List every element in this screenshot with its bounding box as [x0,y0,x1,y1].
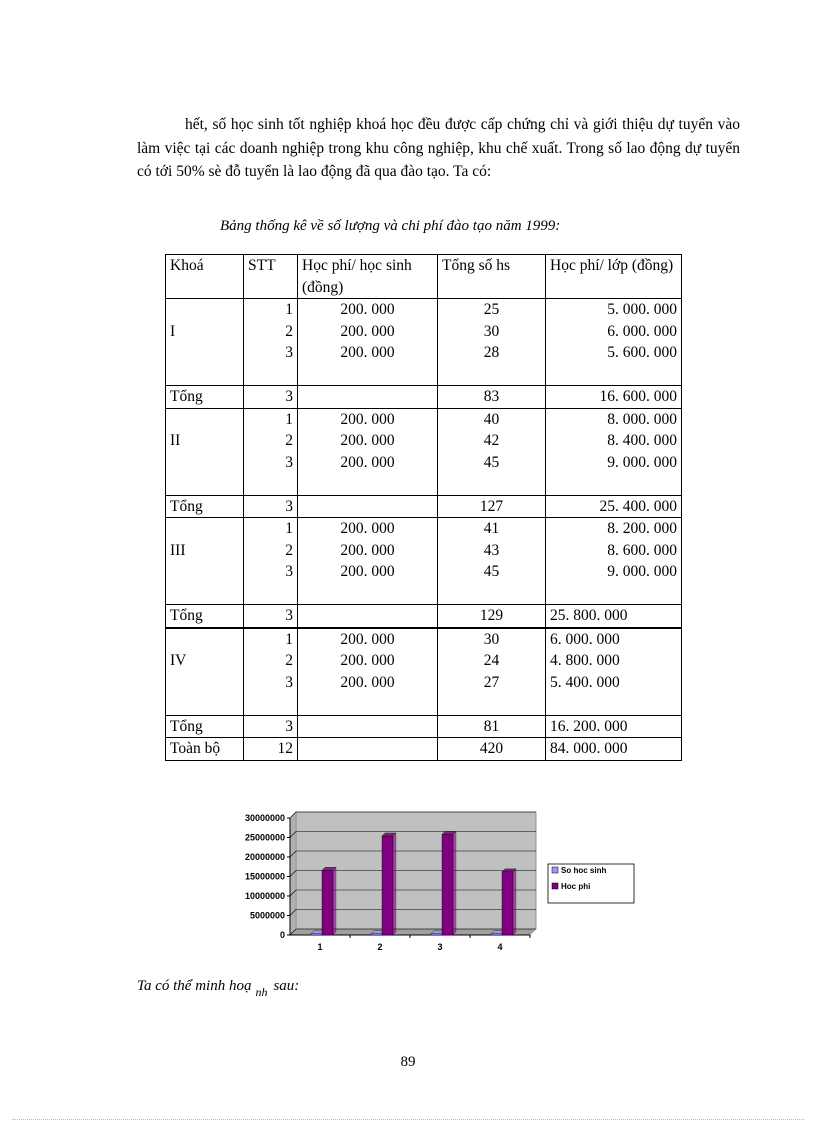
khoa-name: I [170,322,176,340]
note-before: Ta có thể minh hoạ [137,978,252,994]
chart-svg [228,808,636,958]
students-cell [438,518,546,605]
total-stt: 3 [244,386,298,409]
total-fee-empty [298,605,438,628]
fee-cell-line: 200. 000 [340,322,395,340]
class-fee-cell [546,518,682,605]
class-fee-cell-line: 8. 000. 000 [607,410,677,428]
stt-cell-line: 3 [285,453,293,471]
table-caption: Bảng thống kê về số lượng và chi phí đào tạo năm 1999: [220,218,561,234]
bar-side [333,867,336,935]
stt-cell-line: 2 [285,432,293,449]
x-tick-label: 4 [497,942,503,952]
table-group-row [166,408,682,495]
header-stt: STT [244,255,298,299]
stt-cell-line: 2 [285,652,293,669]
note-sub: nh [255,985,268,999]
bar-hoc-phi [442,834,453,935]
total-students: 81 [438,715,546,738]
table-group-row [166,518,682,605]
total-stt: 3 [244,605,298,628]
stt-cell-line: 3 [285,344,293,361]
bar-side [393,833,396,935]
students-cell [438,299,546,386]
bar-side [453,831,456,935]
fee-cell-line: 200. 000 [340,453,395,471]
class-fee-cell-line: 9. 000. 000 [607,563,677,580]
table-total-row [166,605,682,628]
fee-cell-line: 200. 000 [340,673,395,691]
header-total-students: Tổng số hs [438,255,546,299]
stt-cell-line: 2 [285,322,293,340]
students-cell [438,628,546,716]
total-stt: 3 [244,715,298,738]
stt-cell [244,299,298,386]
fee-cell-line: 200. 000 [340,301,395,318]
students-cell-line: 41 [483,520,500,537]
class-fee-cell-line: 5. 400. 000 [550,673,620,691]
class-fee-cell-line: 9. 000. 000 [607,453,677,471]
khoa-name: IV [170,652,187,669]
table-total-row [166,495,682,518]
students-cell [438,408,546,495]
fee-cell-line: 200. 000 [340,630,395,648]
y-tick-label: 0 [279,930,285,940]
fee-cell-line: 200. 000 [340,410,395,428]
class-fee-cell [546,408,682,495]
fee-chart [228,808,636,963]
note-after: sau: [273,978,300,994]
fee-cell [298,518,438,605]
class-fee-cell [546,299,682,386]
khoa-cell [166,518,244,605]
grand-total-class-fee: 84. 000. 000 [546,738,682,761]
class-fee-cell-line: 4. 800. 000 [550,652,620,669]
total-class-fee: 25. 400. 000 [546,495,682,518]
khoa-name: III [170,541,186,559]
x-tick-label: 2 [377,942,383,952]
grand-total-stt: 12 [244,738,298,761]
stt-cell [244,408,298,495]
class-fee-cell [546,628,682,716]
total-class-fee: 16. 200. 000 [546,715,682,738]
stt-cell-line: 1 [285,301,293,318]
table-group-row [166,299,682,386]
students-cell-line: 24 [483,652,500,669]
y-tick-label: 30000000 [244,813,285,823]
stt-cell [244,518,298,605]
total-label: Tổng [166,495,244,518]
students-cell-line: 45 [483,453,500,471]
header-khoa: Khoá [166,255,244,299]
students-cell-line: 30 [483,630,500,648]
total-label: Tổng [166,605,244,628]
grand-total-fee-empty [298,738,438,761]
class-fee-cell-line: 5. 600. 000 [607,344,677,361]
stt-cell-line: 2 [285,541,293,559]
class-fee-cell-line: 8. 200. 000 [607,520,677,537]
fee-cell [298,299,438,386]
stt-cell-line: 3 [285,673,293,691]
header-fee-per-student: Học phí/ học sinh (đồng) [298,255,438,299]
students-cell-line: 40 [483,410,500,428]
fee-cell-line: 200. 000 [340,563,395,580]
table-total-row [166,715,682,738]
students-cell-line: 30 [483,322,500,340]
fee-cell-line: 200. 000 [340,432,395,449]
bar-hoc-phi [502,872,513,935]
class-fee-cell-line: 8. 400. 000 [607,432,677,449]
table-group-row [166,628,682,716]
total-class-fee: 25. 800. 000 [546,605,682,628]
legend-label: Hoc phi [561,882,591,891]
x-tick-label: 3 [437,942,443,952]
students-cell-line: 28 [483,344,500,361]
stt-cell [244,628,298,716]
total-label: Tổng [166,386,244,409]
students-cell-line: 45 [483,563,500,580]
students-cell-line: 42 [483,432,500,449]
bar-hoc-phi [322,870,333,935]
total-students: 129 [438,605,546,628]
total-students: 127 [438,495,546,518]
class-fee-cell-line: 8. 600. 000 [607,541,677,559]
students-cell-line: 27 [483,673,500,691]
fee-cell-line: 200. 000 [340,520,395,537]
intro-text: hết, số học sinh tốt nghiệp khoá học đều được cấp chứng chỉ và giới thiệu dự tuyển vào làm việc tại các doanh nghiệp trong khu công nghiệp, khu chế xuất. Trong số lao động dự tuyển có tới 50% sè đỗ tuyển là lao động đã qua đào tạo. Ta có: [137,116,740,180]
total-fee-empty [298,386,438,409]
footer-divider [12,1119,804,1120]
stt-cell-line: 3 [285,563,293,580]
y-tick-label: 20000000 [244,852,285,862]
bar-side [513,869,516,935]
stt-cell-line: 1 [285,520,293,537]
y-tick-label: 15000000 [244,871,285,882]
page-number: 89 [400,1054,416,1070]
stt-cell-line: 1 [285,630,293,648]
legend-swatch [552,867,558,873]
legend-swatch [552,883,558,889]
grand-total-row [166,738,682,761]
x-tick-label: 1 [317,942,323,952]
table-header-row [166,255,682,299]
figure-note [137,978,299,1000]
total-fee-empty [298,715,438,738]
legend-label: So hoc sinh [561,866,607,875]
khoa-name: II [170,432,181,449]
total-fee-empty [298,495,438,518]
khoa-cell [166,408,244,495]
bar-hoc-phi [382,836,393,935]
class-fee-cell-line: 5. 000. 000 [607,301,677,318]
fee-cell-line: 200. 000 [340,652,395,669]
total-class-fee: 16. 600. 000 [546,386,682,409]
total-stt: 3 [244,495,298,518]
intro-paragraph [137,113,740,184]
table-total-row [166,386,682,409]
total-label: Tổng [166,715,244,738]
fee-cell-line: 200. 000 [340,344,395,361]
y-tick-label: 5000000 [249,910,285,921]
khoa-cell [166,299,244,386]
students-cell-line: 43 [483,541,500,559]
y-tick-label: 25000000 [244,832,285,843]
fee-cell [298,628,438,716]
class-fee-cell-line: 6. 000. 000 [550,630,620,648]
fee-cell-line: 200. 000 [340,541,395,559]
statistics-table [165,254,682,761]
total-students: 83 [438,386,546,409]
class-fee-cell-line: 6. 000. 000 [607,322,677,340]
grand-total-label: Toàn bộ [166,738,244,761]
stt-cell-line: 1 [285,410,293,428]
fee-cell [298,408,438,495]
khoa-cell [166,628,244,716]
y-tick-label: 10000000 [244,891,285,901]
students-cell-line: 25 [483,301,500,318]
table-body [166,299,682,761]
grand-total-students: 420 [438,738,546,761]
header-fee-per-class: Học phí/ lớp (đồng) [546,255,682,299]
